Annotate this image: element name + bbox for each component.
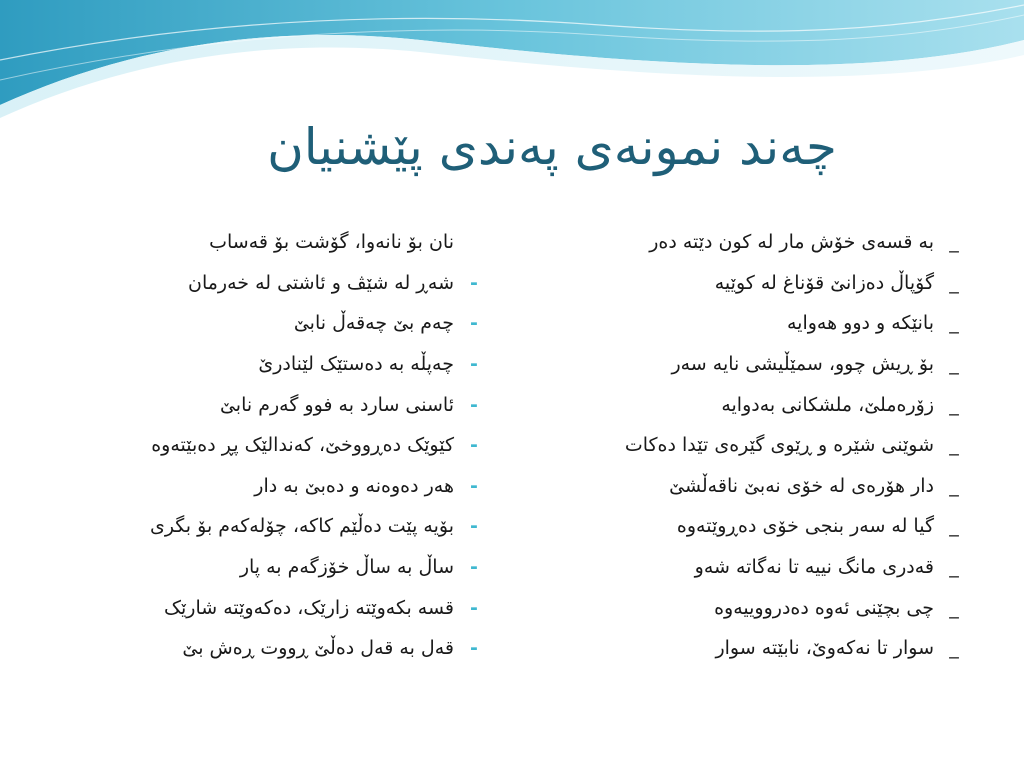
dash-bullet: _ — [949, 434, 959, 457]
header-wave-decoration — [0, 0, 1024, 120]
dash-bullet: _ — [949, 393, 959, 416]
list-item — [536, 425, 966, 466]
bullet-marker: - — [470, 271, 478, 294]
list-item — [56, 263, 486, 304]
proverb-text: قەل بە قەل دەڵێ ڕووت ڕەش بێ — [182, 637, 454, 660]
proverb-text: گۆپاڵ دەزانێ قۆناغ لە کوێیە — [714, 271, 934, 294]
proverb-text: شوێنی شێرە و ڕێوی گێرەی تێدا دەکات — [624, 434, 934, 457]
list-item — [536, 628, 966, 669]
list-item — [56, 344, 486, 385]
proverbs-right-column — [536, 222, 966, 669]
list-item — [536, 466, 966, 507]
dash-bullet: _ — [949, 271, 959, 294]
bullet-marker: - — [470, 637, 478, 660]
dash-bullet: _ — [949, 515, 959, 538]
proverb-text: دار هۆرەی لە خۆی نەبێ ناقەڵشێ — [669, 474, 934, 497]
bullet-marker: - — [470, 596, 478, 619]
dash-bullet: _ — [949, 231, 959, 254]
list-item — [56, 547, 486, 588]
proverb-text: گیا لە سەر بنجی خۆی دەڕوێتەوە — [676, 515, 934, 538]
proverb-text: ئاسنی سارد بە فوو گەرم نابێ — [219, 393, 454, 416]
proverb-text: زۆرەملێ، ملشکانی بەدوایە — [721, 393, 934, 416]
dash-bullet: _ — [949, 637, 959, 660]
bullet-marker: - — [470, 474, 478, 497]
proverb-text: چەپڵە بە دەستێک لێنادرێ — [258, 353, 454, 376]
proverb-text: بۆ ڕیش چوو، سمێڵیشی نایە سەر — [671, 353, 934, 376]
list-item — [56, 384, 486, 425]
proverb-text: بانێکە و دوو هەوایە — [786, 312, 934, 335]
list-item — [56, 587, 486, 628]
list-item — [56, 222, 486, 263]
list-item — [536, 263, 966, 304]
list-item — [56, 628, 486, 669]
bullet-marker: - — [470, 434, 478, 457]
dash-bullet: _ — [949, 353, 959, 376]
list-item — [536, 303, 966, 344]
proverb-text: قەدری مانگ نییە تا نەگاتە شەو — [694, 556, 934, 579]
proverb-text: بۆیە پێت دەڵێم کاکە، چۆلەکەم بۆ بگری — [149, 515, 454, 538]
list-item — [56, 466, 486, 507]
dash-bullet: _ — [949, 556, 959, 579]
bullet-marker: - — [470, 393, 478, 416]
proverb-text: بە قسەی خۆش مار لە کون دێتە دەر — [649, 231, 934, 254]
proverb-text: ساڵ بە ساڵ خۆزگەم بە پار — [239, 556, 454, 579]
list-item — [536, 587, 966, 628]
proverb-text: شەڕ لە شێڤ و ئاشتی لە خەرمان — [188, 271, 454, 294]
list-item — [536, 384, 966, 425]
proverb-text: سوار تا نەکەوێ، نابێتە سوار — [715, 637, 934, 660]
list-item — [536, 547, 966, 588]
list-item — [56, 425, 486, 466]
proverb-text: چی بچێنی ئەوە دەدرووییەوە — [714, 596, 934, 619]
dash-bullet: _ — [949, 596, 959, 619]
proverb-text: قسە بکەوێتە زارێک، دەکەوێتە شارێک — [164, 596, 454, 619]
proverb-text: کێوێک دەڕووخێ، کەندالێک پڕ دەبێتەوە — [151, 434, 454, 457]
list-item — [56, 506, 486, 547]
bullet-marker: - — [470, 353, 478, 376]
bullet-marker: - — [470, 556, 478, 579]
list-item — [536, 506, 966, 547]
proverbs-left-column — [56, 222, 486, 669]
bullet-marker: - — [470, 515, 478, 538]
bullet-marker: - — [470, 312, 478, 335]
proverb-text: هەر دەوەنە و دەبێ بە دار — [254, 474, 454, 497]
list-item — [56, 303, 486, 344]
dash-bullet: _ — [949, 474, 959, 497]
slide-title: چەند نمونەی پەندی پێشنیان — [267, 118, 837, 176]
list-item — [536, 222, 966, 263]
proverb-text: نان بۆ نانەوا، گۆشت بۆ قەساب — [209, 231, 454, 254]
dash-bullet: _ — [949, 312, 959, 335]
list-item — [536, 344, 966, 385]
proverb-text: چەم بێ چەقەڵ نابێ — [293, 312, 454, 335]
